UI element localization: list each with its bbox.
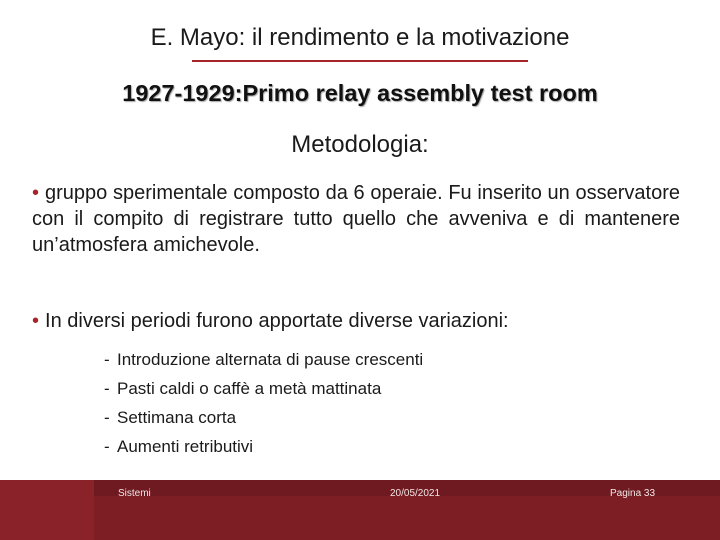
dash-icon: - [104, 437, 110, 456]
bullet-icon: • [32, 182, 40, 204]
variations-list [104, 345, 423, 461]
footer-course-label: Sistemi [118, 488, 151, 499]
variation-text: Aumenti retributivi [117, 437, 254, 456]
dash-icon: - [104, 379, 110, 398]
paragraph-2-text: In diversi periodi furono apportate diverse variazioni: [45, 310, 509, 332]
list-item [104, 432, 423, 461]
bullet-icon: • [32, 310, 40, 332]
slide-title: E. Mayo: il rendimento e la motivazione [150, 24, 570, 51]
dash-icon: - [104, 350, 110, 369]
paragraph-1-text: gruppo sperimentale composto da 6 operaie. Fu inserito un osservatore con il compito di registrare tutto quello che avveniva e di mantenere un’atmosfera amichevole. [32, 182, 680, 256]
footer-date: 20/05/2021 [390, 488, 441, 499]
list-item [104, 374, 423, 403]
variation-text: Pasti caldi o caffè a metà mattinata [117, 379, 382, 398]
list-item [104, 403, 423, 432]
paragraph-variations [32, 308, 680, 334]
dash-icon: - [104, 408, 110, 427]
list-item [104, 345, 423, 374]
variation-text: Settimana corta [117, 408, 237, 427]
slide-subtitle: 1927-1929:Primo relay assembly test room [122, 80, 598, 106]
section-heading: Metodologia: [291, 131, 429, 158]
paragraph-methodology [32, 180, 680, 258]
title-underline [192, 60, 528, 62]
footer-left-block [0, 480, 94, 540]
footer-page-number: Pagina 33 [610, 488, 656, 499]
variation-text: Introduzione alternata di pause crescenti [117, 350, 424, 369]
